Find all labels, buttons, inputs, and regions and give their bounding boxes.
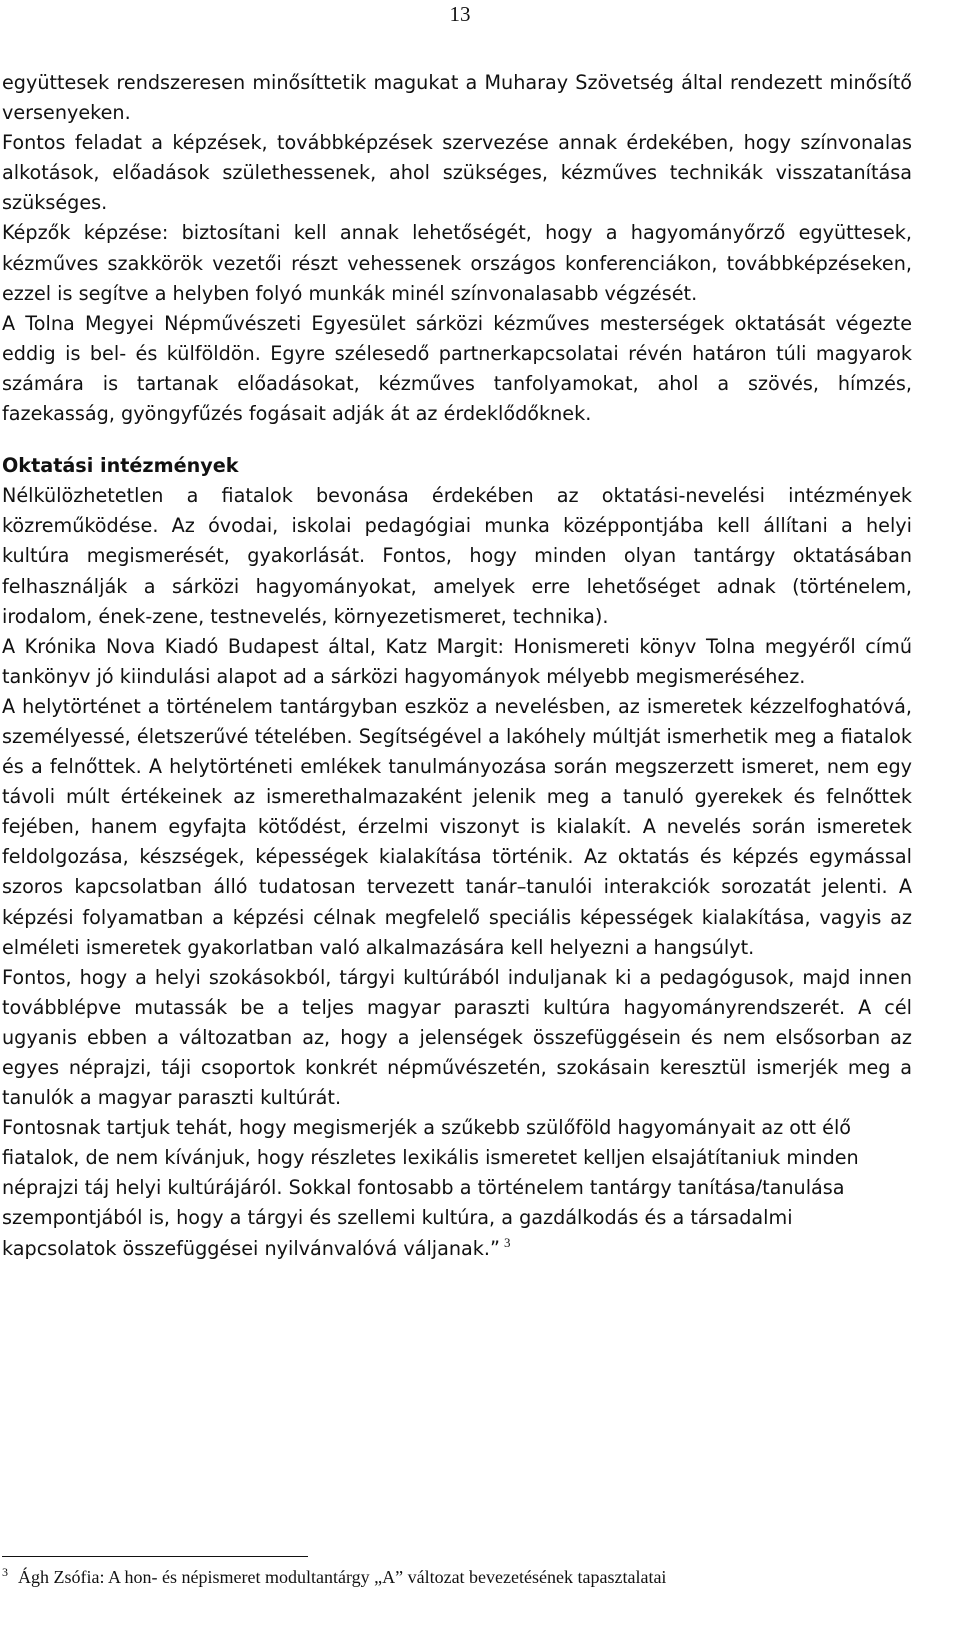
footnote [2, 1566, 912, 1588]
paragraph-7: A helytörténet a történelem tantárgyban eszköz a nevelésben, az ismeretek kézzelfoghatóvá, személyessé, életszerűvé tételében. Segítségével a lakóhely múltját ismerhetik meg a fiatalok és a felnőttek. A helytörténeti emlékek tanulmányozása során megszerzett ismeret, nem egy távoli múlt értékeinek az ismerethalmazaként jelenik meg a tanuló gyerekek és felnőttek fejében, hanem egyfajta kötődést, érzelmi viszonyt is kialakít. A nevelés során ismeretek feldolgozása, készségek, képességek kialakítása történik. Az oktatás és képzés egymással szoros kapcsolatban álló tudatosan tervezett tanár–tanulói interakciók sorozatát jelenti. A képzési folyamatban a képzési célnak megfelelő speciális képességek kialakítása, vagyis az elméleti ismeretek gyakorlatban való alkalmazására kell helyezni a hangsúlyt. [2, 694, 912, 959]
paragraph-3: Képzők képzése: biztosítani kell annak lehetőségét, hogy a hagyományőrző együttesek, kézműves szakkörök vezetői részt vehessenek országos konferenciákon, továbbképzéseken, ezzel is segítve a helyben folyó munkák minél színvonalasabb végzését. [2, 221, 912, 305]
paragraph-1: együttesek rendszeresen minősíttetik magukat a Muharay Szövetség által rendezett minősítő versenyeken. [2, 71, 912, 125]
paragraph-8: Fontos, hogy a helyi szokásokból, tárgyi kultúrából induljanak ki a pedagógusok, majd innen továbblépve mutassák be a teljes magyar paraszti kultúra hagyományrendszerét. A cél ugyanis ebben a változatban az, hogy a jelenségek összefüggésein és nem elsősorban az egyes néprajzi, táji csoportok konkrét népművészetén, szokásain keresztül ismerjék meg a tanulók a magyar paraszti kultúrát. [2, 965, 912, 1110]
footnote-mark: 3 [2, 1565, 8, 1579]
paragraph-5: Nélkülözhetetlen a fiatalok bevonása érdekében az oktatási-nevelési intézmények közreműködése. Az óvodai, iskolai pedagógiai munka középpontjába kell állítani a helyi kultúra megismerését, gyakorlását. Fontos, hogy minden olyan tantárgy oktatásában felhasználják a sárközi hagyományokat, amelyek erre lehetőséget adnak (történelem, irodalom, ének-zene, testnevelés, környezetismeret, technika). [2, 484, 912, 628]
paragraph-6: A Krónika Nova Kiadó Budapest által, Katz Margit: Honismereti könyv Tolna megyéről című tankönyv jó kiindulási alapot ad a sárközi hagyományok mélyebb megismeréséhez. [2, 634, 912, 688]
section-heading: Oktatási intézmények [2, 454, 239, 478]
footnote-text: Ágh Zsófia: A hon- és népismeret modultantárgy „A” változat bevezetésének tapasztalatai [18, 1567, 667, 1587]
paragraph-4: A Tolna Megyei Népművészeti Egyesület sárközi kézműves mesterségek oktatását végezte eddig is bel- és külföldön. Egyre szélesedő partnerkapcsolatai révén határon túli magyarok számára is tartanak előadásokat, kézműves tanfolyamokat, ahol a szövés, hímzés, fazekasság, gyöngyfűzés fogásait adják át az érdeklődőknek. [2, 311, 912, 426]
paragraph-9 [2, 1113, 912, 1263]
page-number: 13 [449, 2, 471, 26]
footnote-divider [2, 1556, 308, 1557]
body-text [2, 68, 912, 1264]
paragraph-9-text: Fontosnak tartjuk tehát, hogy megismerjék a szűkebb szülőföld hagyományait az ott élő fiatalok, de nem kívánjuk, hogy részletes lexikális ismeretet kelljen elsajátítaniuk minden néprajzi táj helyi kultúrájáról. Sokkal fontosabb a történelem tantárgy tanítása/tanulása szempontjából is, hogy a tárgyi és szellemi kultúra, a gazdálkodás és a társadalmi kapcsolatok összefüggései nyilvánvalóvá váljanak.” [2, 1116, 859, 1260]
paragraph-2: Fontos feladat a képzések, továbbképzések szervezése annak érdekében, hogy színvonalas alkotások, előadások születhessenek, ahol szükséges, kézműves technikák visszatanítása szükséges. [2, 131, 912, 215]
footnote-reference[interactable]: 3 [503, 1235, 511, 1251]
